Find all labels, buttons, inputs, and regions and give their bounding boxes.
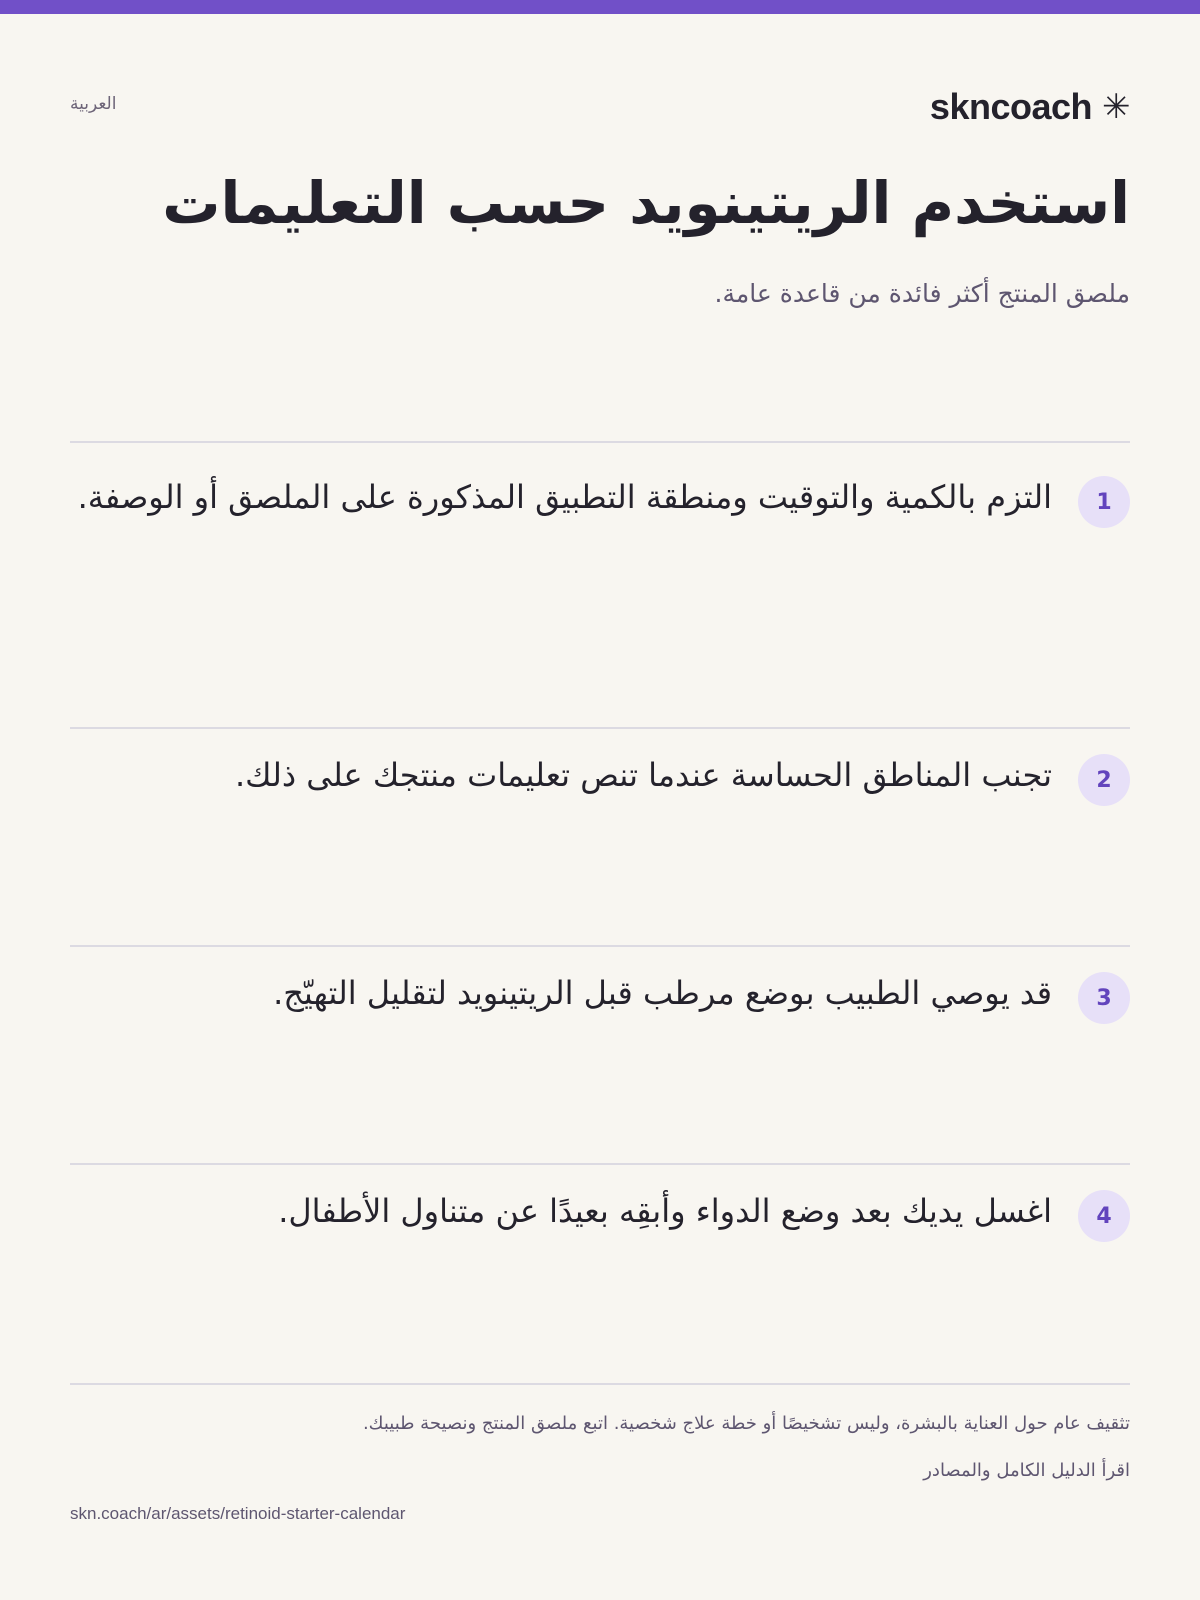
full-guide-link[interactable]: اقرأ الدليل الكامل والمصادر bbox=[923, 1460, 1130, 1481]
divider bbox=[70, 1383, 1130, 1385]
language-switcher[interactable]: العربية bbox=[70, 94, 117, 114]
divider bbox=[70, 1163, 1130, 1165]
step-item-2 bbox=[70, 754, 1130, 814]
asterisk-icon: ✳ bbox=[1102, 88, 1130, 126]
step-item-3 bbox=[70, 972, 1130, 1032]
step-number-badge: 3 bbox=[1078, 972, 1130, 1024]
divider bbox=[70, 945, 1130, 947]
disclaimer-text: تثقيف عام حول العناية بالبشرة، وليس تشخيصًا أو خطة علاج شخصية. اتبع ملصق المنتج ونصيحة طبيبك. bbox=[362, 1413, 1130, 1434]
divider bbox=[70, 441, 1130, 443]
step-text: اغسل يديك بعد وضع الدواء وأبقِه بعيدًا عن متناول الأطفال. bbox=[278, 1192, 1052, 1230]
step-number-badge: 1 bbox=[1078, 476, 1130, 528]
divider bbox=[70, 727, 1130, 729]
header bbox=[70, 86, 1130, 130]
step-item-1 bbox=[70, 476, 1130, 596]
page-subtitle: ملصق المنتج أكثر فائدة من قاعدة عامة. bbox=[714, 279, 1130, 308]
brand-name: skncoach bbox=[929, 86, 1092, 127]
top-accent-bar bbox=[0, 0, 1200, 14]
brand-logo[interactable] bbox=[930, 86, 1130, 128]
step-number-badge: 4 bbox=[1078, 1190, 1130, 1242]
page-title: استخدم الريتينويد حسب التعليمات bbox=[162, 169, 1130, 237]
page-url[interactable]: skn.coach/ar/assets/retinoid-starter-calendar bbox=[70, 1504, 406, 1523]
step-text: قد يوصي الطبيب بوضع مرطب قبل الريتينويد لتقليل التهيّج. bbox=[273, 974, 1052, 1012]
step-text: التزم بالكمية والتوقيت ومنطقة التطبيق المذكورة على الملصق أو الوصفة. bbox=[77, 478, 1052, 516]
step-number-badge: 2 bbox=[1078, 754, 1130, 806]
step-text: تجنب المناطق الحساسة عندما تنص تعليمات منتجك على ذلك. bbox=[234, 756, 1052, 794]
step-item-4 bbox=[70, 1190, 1130, 1250]
